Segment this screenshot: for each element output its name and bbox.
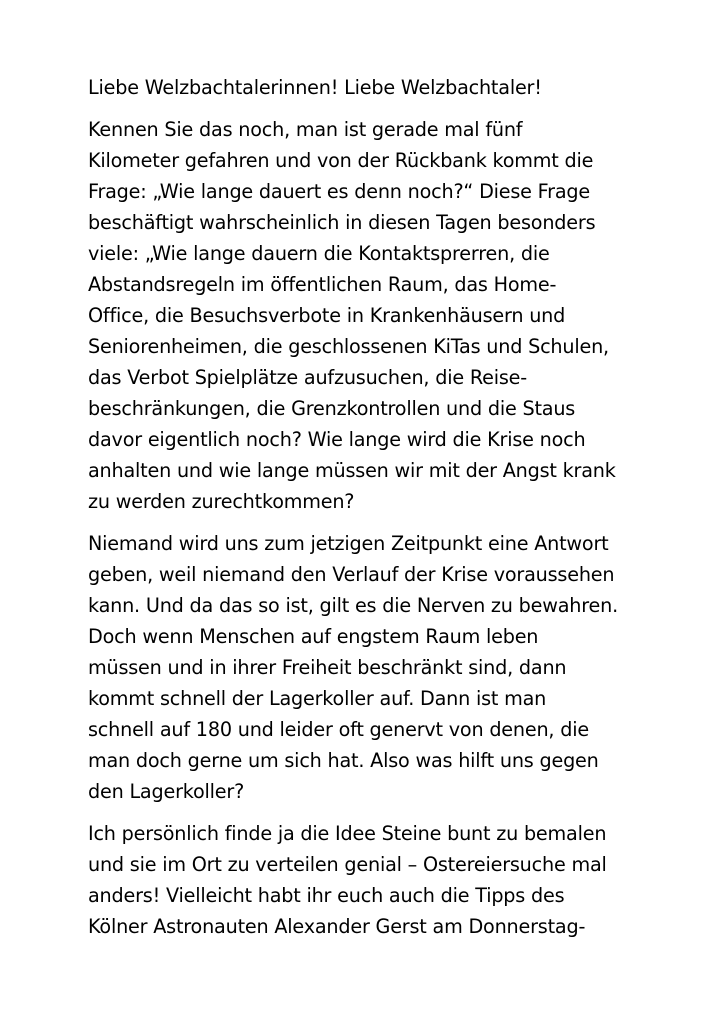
text-line: Abstandsregeln im öffentlichen Raum, das Home-: [88, 273, 557, 296]
text-line: müssen und in ihrer Freiheit beschränkt sind, dann: [88, 656, 567, 679]
salutation-line: Liebe Welzbachtalerinnen! Liebe Welzbachtaler!: [88, 76, 542, 99]
text-line: anders! Vielleicht habt ihr euch auch die Tipps des: [88, 884, 565, 907]
text-line: davor eigentlich noch? Wie lange wird die Krise noch: [88, 428, 586, 451]
paragraph-2: [88, 528, 678, 807]
text-line: kann. Und da das so ist, gilt es die Nerven zu bewahren.: [88, 594, 618, 617]
text-line: den Lagerkoller?: [88, 780, 245, 803]
text-line: zu werden zurechtkommen?: [88, 490, 355, 513]
text-line: das Verbot Spielplätze aufzusuchen, die Reise-: [88, 366, 527, 389]
paragraph-1: [88, 114, 678, 517]
text-line: anhalten und wie lange müssen wir mit der Angst krank: [88, 459, 616, 482]
text-line: schnell auf 180 und leider oft genervt von denen, die: [88, 718, 589, 741]
text-line: Seniorenheimen, die geschlossenen KiTas und Schulen,: [88, 335, 609, 358]
text-line: beschäftigt wahrscheinlich in diesen Tagen besonders: [88, 211, 596, 234]
text-line: Kilometer gefahren und von der Rückbank kommt die: [88, 149, 594, 172]
salutation: [88, 72, 678, 103]
text-line: viele: „Wie lange dauern die Kontaktsprerren, die: [88, 242, 550, 265]
text-line: Niemand wird uns zum jetzigen Zeitpunkt eine Antwort: [88, 532, 609, 555]
text-line: beschränkungen, die Grenzkontrollen und die Staus: [88, 397, 576, 420]
text-line: geben, weil niemand den Verlauf der Krise voraussehen: [88, 563, 615, 586]
text-line: Frage: „Wie lange dauert es denn noch?“ Diese Frage: [88, 180, 590, 203]
text-line: Office, die Besuchsverbote in Krankenhäusern und: [88, 304, 566, 327]
text-line: kommt schnell der Lagerkoller auf. Dann ist man: [88, 687, 547, 710]
paragraph-3: [88, 818, 678, 942]
text-line: und sie im Ort zu verteilen genial – Ostereiersuche mal: [88, 853, 607, 876]
text-line: man doch gerne um sich hat. Also was hilft uns gegen: [88, 749, 599, 772]
text-line: Kölner Astronauten Alexander Gerst am Donnerstag-: [88, 915, 586, 938]
text-line: Ich persönlich finde ja die Idee Steine bunt zu bemalen: [88, 822, 607, 845]
text-line: Doch wenn Menschen auf engstem Raum leben: [88, 625, 539, 648]
letter-body: [88, 72, 678, 953]
text-line: Kennen Sie das noch, man ist gerade mal fünf: [88, 118, 523, 141]
